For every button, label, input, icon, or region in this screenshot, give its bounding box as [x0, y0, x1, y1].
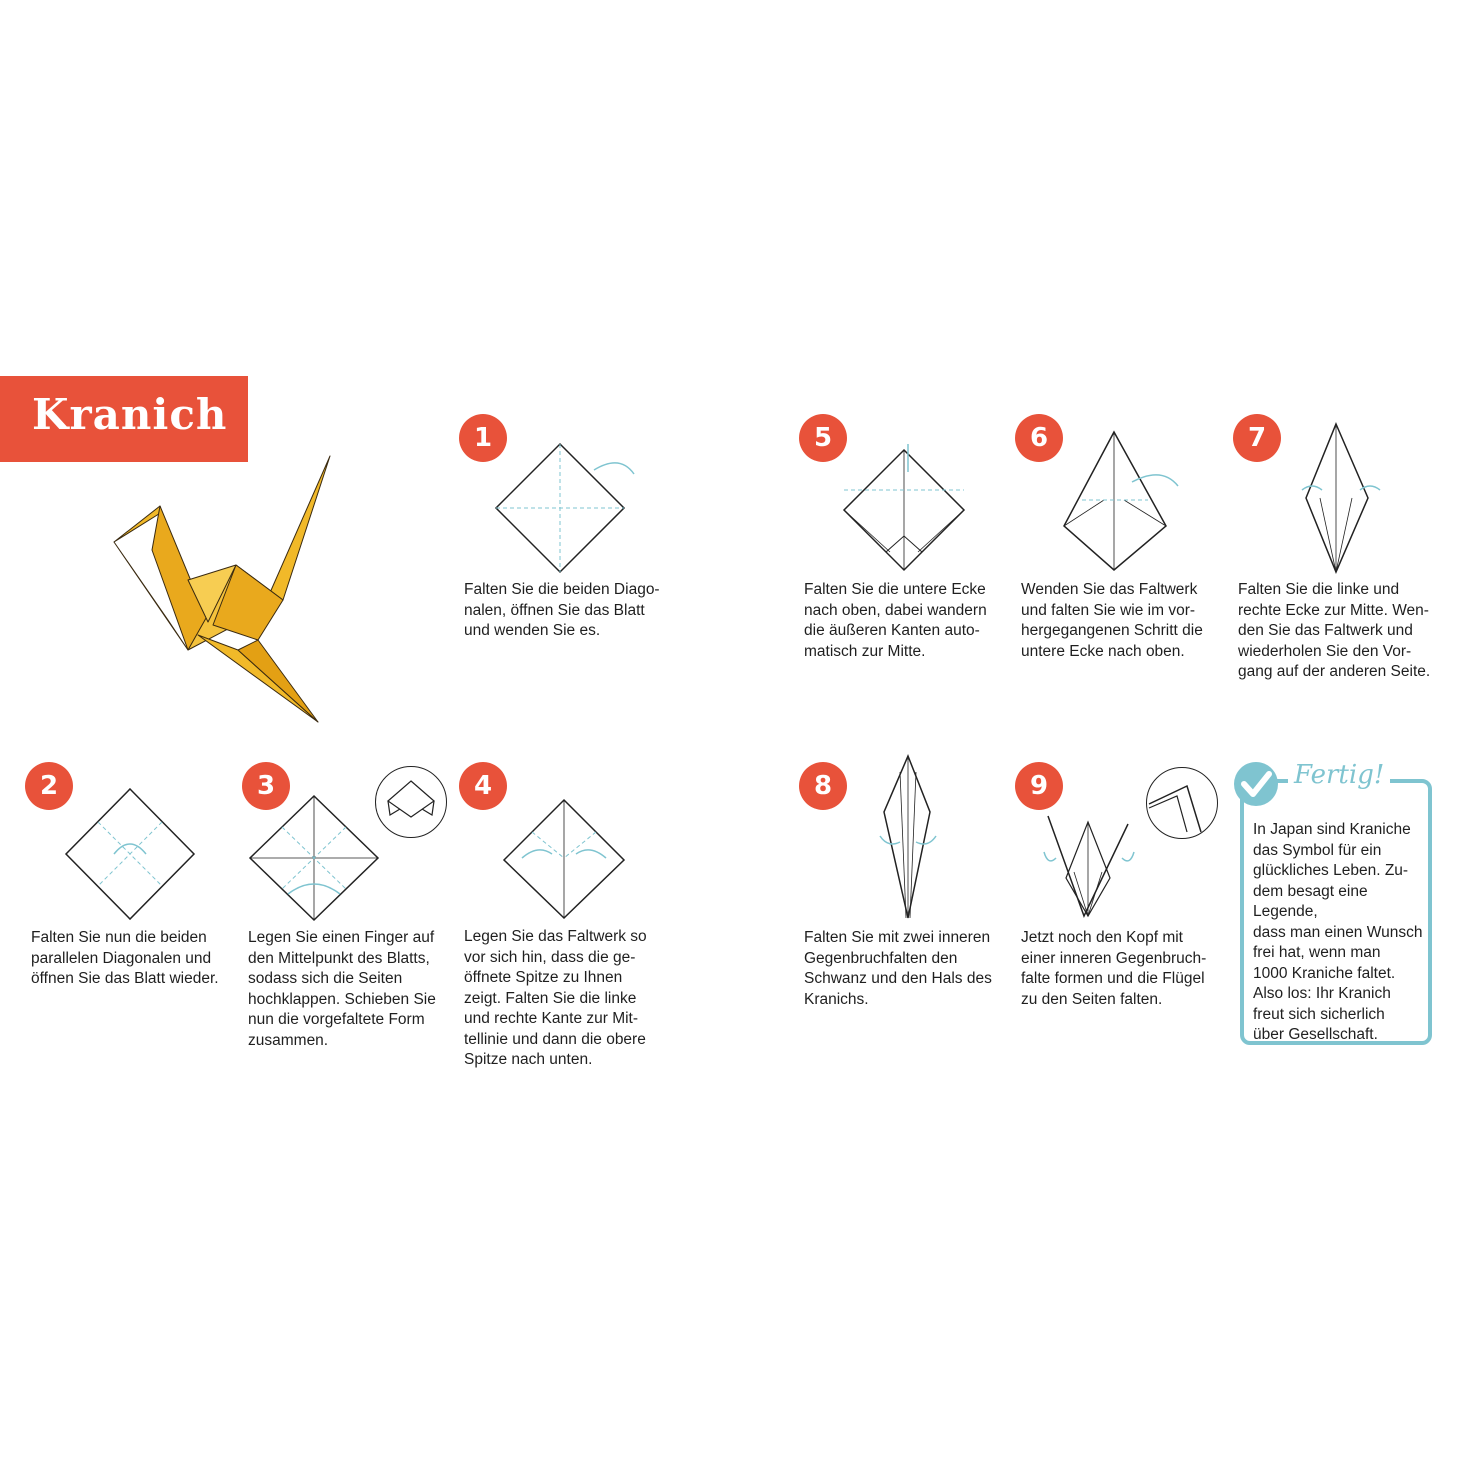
step-5-badge: 5	[799, 414, 847, 462]
step-8-text: Falten Sie mit zwei inneren Gegenbruchfalten den Schwanz und den Hals des Kranichs.	[804, 929, 992, 1008]
checkmark-icon	[1232, 760, 1280, 808]
step-3-diagram	[248, 794, 380, 922]
step-6-diagram	[1062, 430, 1182, 572]
step-8-badge: 8	[799, 762, 847, 810]
step-4-text: Legen Sie das Faltwerk so vor sich hin, dass die ge- öffnete Spitze zu Ihnen zeigt. Falten Sie die linke und rechte Kante zur Mit- tellinie und dann die obere Spitze nach unten.	[464, 928, 647, 1068]
page-title: Kranich	[32, 390, 228, 439]
step-4-diagram	[502, 798, 626, 920]
step-3-badge: 3	[242, 762, 290, 810]
step-9-badge: 9	[1015, 762, 1063, 810]
step-3-detail	[375, 766, 447, 838]
step-7-diagram	[1298, 422, 1384, 574]
step-6-badge: 6	[1015, 414, 1063, 462]
step-4-badge: 4	[459, 762, 507, 810]
step-7-badge: 7	[1233, 414, 1281, 462]
step-8-diagram	[876, 752, 940, 922]
step-1-text: Falten Sie die beiden Diago- nalen, öffnen Sie das Blatt und wenden Sie es.	[464, 581, 660, 639]
step-5-text: Falten Sie die untere Ecke nach oben, dabei wandern die äußeren Kanten auto- matisch zur Mitte.	[804, 581, 987, 660]
done-text: In Japan sind Kraniche das Symbol für ein glückliches Leben. Zu- dem besagt eine Legende, dass man einen Wunsch frei hat, wenn man 1000 Kraniche faltet. Also los: Ihr Kranich freut sich sicherlich über Gesellschaft.	[1253, 821, 1423, 1043]
crane-illustration	[108, 450, 340, 730]
step-3-text: Legen Sie einen Finger auf den Mittelpunkt des Blatts, sodass sich die Seiten hochklappen. Schieben Sie nun die vorgefaltete Form zusammen.	[248, 929, 436, 1049]
step-1-diagram	[494, 440, 638, 574]
step-1-badge: 1	[459, 414, 507, 462]
step-9-detail	[1146, 767, 1218, 839]
step-7-text: Falten Sie die linke und rechte Ecke zur Mitte. Wen- den Sie das Faltwerk und wiederholen Sie den Vor- gang auf der anderen Seite.	[1238, 581, 1431, 680]
step-9-text: Jetzt noch den Kopf mit einer inneren Gegenbruch- falte formen und die Flügel zu den Seiten falten.	[1021, 929, 1207, 1008]
step-5-diagram	[842, 432, 968, 574]
step-2-text: Falten Sie nun die beiden parallelen Diagonalen und öffnen Sie das Blatt wieder.	[31, 929, 219, 987]
done-title: Fertig!	[1288, 760, 1390, 790]
step-2-diagram	[64, 786, 198, 922]
step-6-text: Wenden Sie das Faltwerk und falten Sie wie im vor- hergegangenen Schritt die untere Ecke nach oben.	[1021, 581, 1203, 660]
step-2-badge: 2	[25, 762, 73, 810]
step-9-diagram	[1042, 812, 1136, 922]
